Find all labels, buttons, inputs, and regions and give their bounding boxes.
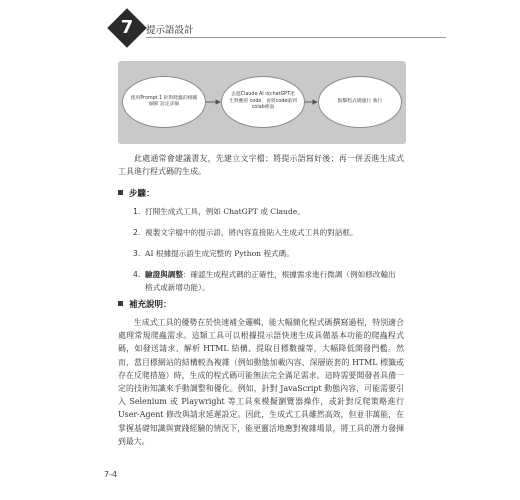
- list-item: 1. 打開生成式工具，例如 ChatGPT 或 Claude。: [133, 207, 305, 216]
- square-bullet-icon: [118, 190, 123, 195]
- chapter-number: 7: [120, 17, 134, 38]
- square-bullet-icon: [118, 301, 123, 306]
- notes-paragraph: 生成式工具的優勢在於快速補全邏輯，能大幅簡化程式碼撰寫過程，特別適合處理常規爬蟲需求。這類工具可以根據提示語快速生成具備基本功能的爬蟲程式碼，如發送請求、解析 HTML 結構、提取目標數據等，大幅降低開發門檻。然而，當目標網站的結構較為複雜（例如動態加載內容、深層嵌套的 HTML 標籤或存在反爬措施）時，生成的程式碼可能無法完全滿足需求。這時需要開發者具備一定的技術知識來手動調整和優化。例如，針對 JavaScript 動態內容，可能需要引入 Selenium 或 Playwright 等工具來模擬瀏覽器操作，或針對反爬策略進行 User-Agent 修改與請求延遲設定。因此，生成式工具雖然高效，但並非萬能，在掌握基礎知識與實踐經驗的情況下，能更靈活地應對複雜場景，將工具的潛力發揮到最大。: [118, 318, 404, 446]
- workflow-diagram: [118, 61, 406, 144]
- page-number: 7-4: [104, 470, 118, 479]
- header-rule: [146, 37, 446, 38]
- chapter-title: 提示語設計: [146, 25, 194, 36]
- steps-heading: 步驟：: [118, 187, 155, 199]
- notes-heading: 補充說明：: [118, 298, 172, 310]
- list-item: 3. AI 根據提示語生成完整的 Python 程式碼。: [133, 249, 294, 258]
- intro-paragraph: 此處通常會建議書友，先建立文字檔；將提示語寫好後；再一併丟進生成式工具進行程式碼的生成。: [118, 154, 404, 177]
- flow-node-generate-code: 丟進Claude AI 或chatGPT產生對應的 code，再將code貼到 colab裡面: [221, 76, 305, 128]
- flow-node-prompt: 使用Prompt 1 針對爬蟲的相關細節 設定詳細: [122, 76, 206, 128]
- list-item: 2. 複製文字檔中的提示語，將內容直接貼入生成式工具的對話框。: [133, 228, 358, 237]
- list-item: 4. 驗證與調整：確認生成程式碼的正確性，根據需求進行微調（例如修改輸出格式或新增功能）。: [133, 270, 396, 292]
- flow-node-run: 點擊程式碼運行 執行: [318, 76, 402, 128]
- steps-list: [133, 206, 403, 303]
